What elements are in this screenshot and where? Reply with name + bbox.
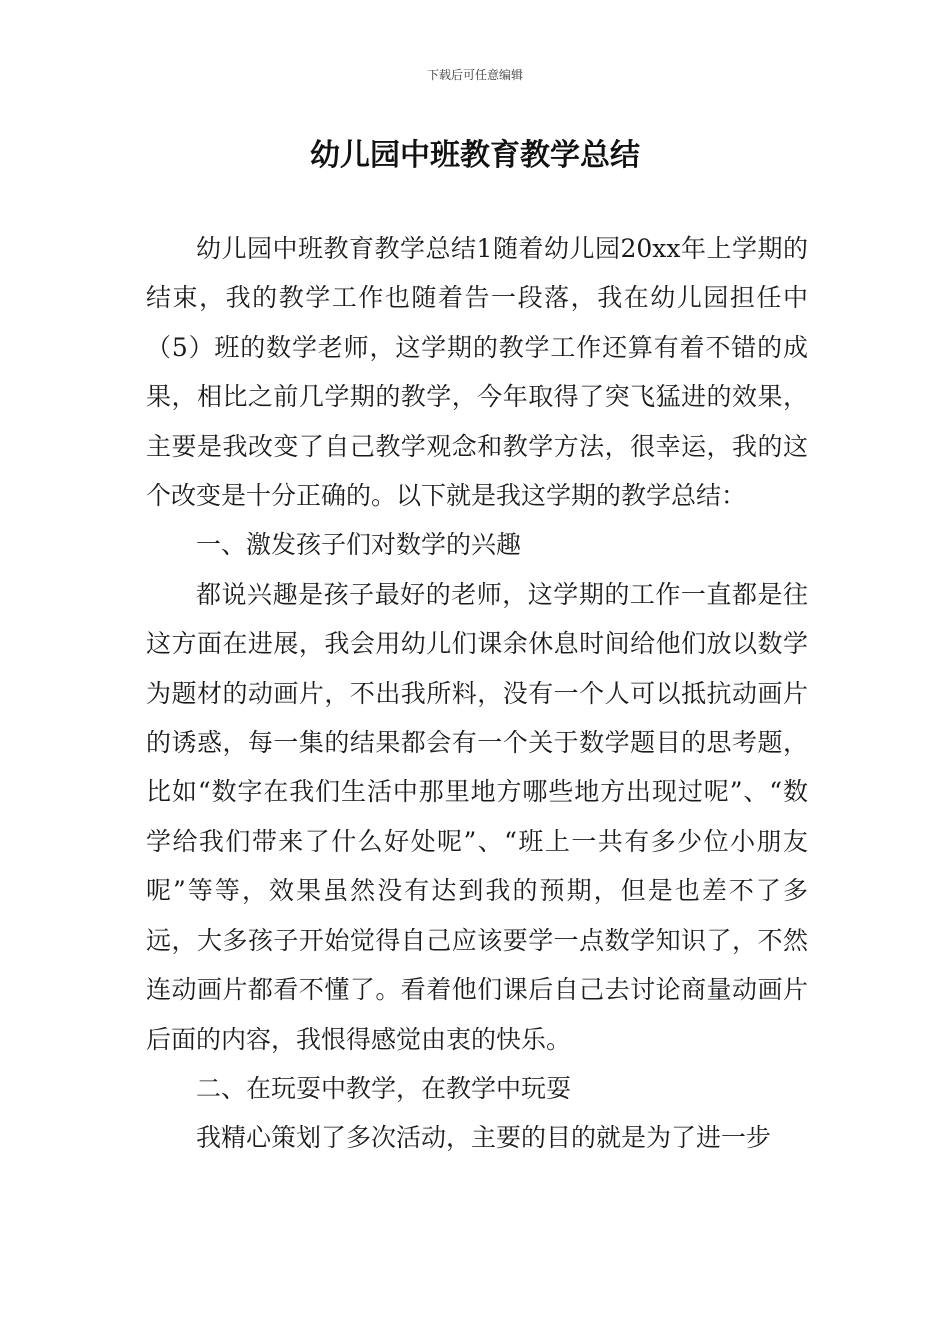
section-heading-2: 二、在玩耍中教学，在教学中玩耍	[196, 1073, 572, 1103]
document-body	[146, 224, 808, 1163]
paragraph-section-2: 我精心策划了多次活动，主要的目的就是为了进一步	[196, 1123, 772, 1153]
document-title: 幼儿园中班教育教学总结	[310, 138, 640, 173]
section-heading-1: 一、激发孩子们对数学的兴趣	[196, 530, 522, 560]
header-note: 下载后可任意编辑	[426, 68, 523, 82]
paragraph-intro: 幼儿园中班教育教学总结1随着幼儿园20xx年上学期的结束，我的教学工作也随着告一段落，我在幼儿园担任中（5）班的数学老师，这学期的教学工作还算有着不错的成果，相比之前几学期的教学，今年取得了突飞猛进的效果，主要是我改变了自己教学观念和教学方法，很幸运，我的这个改变是十分正确的。以下就是我这学期的教学总结：	[146, 234, 808, 511]
paragraph-section-1: 都说兴趣是孩子最好的老师，这学期的工作一直都是往这方面在进展，我会用幼儿们课余休息时间给他们放以数学为题材的动画片，不出我所料，没有一个人可以抵抗动画片的诱惑，每一集的结果都会有一个关于数学题目的思考题，比如“数字在我们生活中那里地方哪些地方出现过呢”、“数学给我们带来了什么好处呢”、“班上一共有多少位小朋友呢”等等，效果虽然没有达到我的预期，但是也差不了多远，大多孩子开始觉得自己应该要学一点数学知识了，不然连动画片都看不懂了。看着他们课后自己去讨论商量动画片后面的内容，我恨得感觉由衷的快乐。	[146, 579, 808, 1054]
